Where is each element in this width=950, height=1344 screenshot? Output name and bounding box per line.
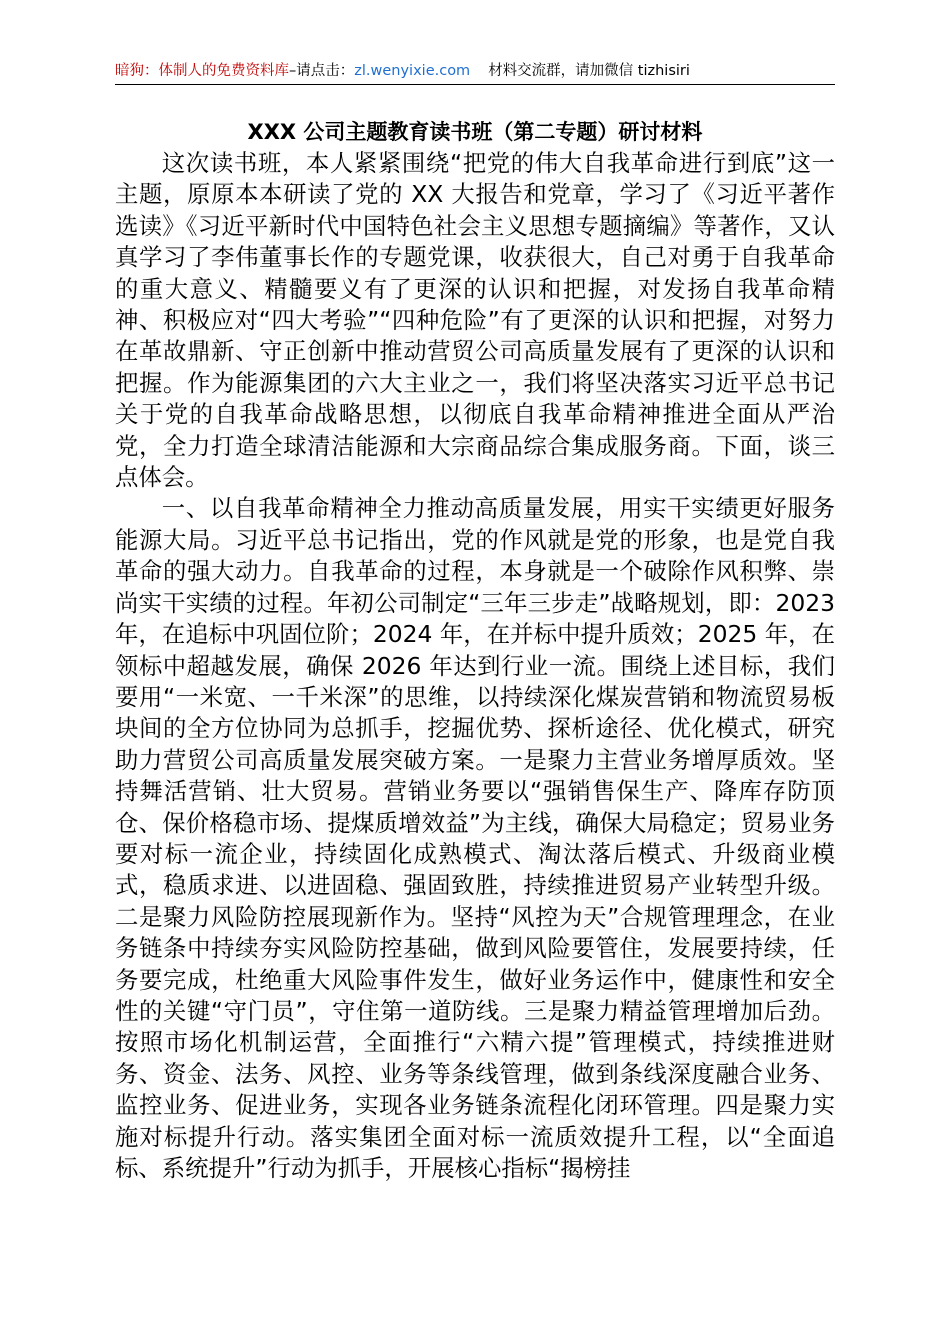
header-brand: 暗狗：体制人的免费资料库 <box>115 63 289 79</box>
document-body <box>115 148 835 1184</box>
header-contact: 材料交流群，请加微信 tizhisiri <box>488 63 690 79</box>
header-url-link[interactable]: zl.wenyixie.com <box>354 63 471 79</box>
paragraph-section-one: 一、以自我革命精神全力推动高质量发展，用实干实绩更好服务能源大局。习近平总书记指出，党的作风就是党的形象，也是党自我革命的强大动力。自我革命的过程，本身就是一个破除作风积弊、崇尚实干实绩的过程。年初公司制定“三年三步走”战略规划，即：2023 年，在追标中巩固位阶；2024 年，在并标中提升质效；2025 年，在领标中超越发展，确保 2026 年达到行业一流。围绕上述目标，我们要用“一米宽、一千米深”的思维，以持续深化煤炭营销和物流贸易板块间的全方位协同为总抓手，挖掘优势、探析途径、优化模式，研究助力营贸公司高质量发展突破方案。一是聚力主营业务增厚质效。坚持舞活营销、壮大贸易。营销业务要以“强销售保生产、降库存防顶仓、保价格稳市场、提煤质增效益”为主线，确保大局稳定；贸易业务要对标一流企业，持续固化成熟模式、淘汰落后模式、升级商业模式，稳质求进、以进固稳、强固致胜，持续推进贸易产业转型升级。二是聚力风险防控展现新作为。坚持“风控为天”合规管理理念，在业务链条中持续夯实风险防控基础，做到风险要管住，发展要持续，任务要完成，杜绝重大风险事件发生，做好业务运作中，健康性和安全性的关键“守门员”，守住第一道防线。三是聚力精益管理增加后劲。按照市场化机制运营，全面推行“六精六提”管理模式，持续推进财务、资金、法务、风控、业务等条线管理，做到条线深度融合业务、监控业务、促进业务，实现各业务链条流程化闭环管理。四是聚力实施对标提升行动。落实集团全面对标一流质效提升工程，以“全面追标、系统提升”行动为抓手，开展核心指标“揭榜挂 <box>115 494 835 1182</box>
header-click-prefix: –请点击： <box>289 63 355 79</box>
document-title: XXX 公司主题教育读书班（第二专题）研讨材料 <box>247 120 703 144</box>
page-header <box>115 58 835 85</box>
paragraph-intro: 这次读书班，本人紧紧围绕“把党的伟大自我革命进行到底”这一主题，原原本本研读了党的 XX 大报告和党章，学习了《习近平著作选读》《习近平新时代中国特色社会主义思想专题摘编》等著作，又认真学习了李伟董事长作的专题党课，收获很大，自己对勇于自我革命的重大意义、精髓要义有了更深的认识和把握，对发扬自我革命精神、积极应对“四大考验”“四种危险”有了更深的认识和把握，对努力在革故鼎新、守正创新中推动营贸公司高质量发展有了更深的认识和把握。作为能源集团的六大主业之一，我们将坚决落实习近平总书记关于党的自我革命战略思想，以彻底自我革命精神推进全面从严治党，全力打造全球清洁能源和大宗商品综合集成服务商。下面，谈三点体会。 <box>115 149 835 492</box>
